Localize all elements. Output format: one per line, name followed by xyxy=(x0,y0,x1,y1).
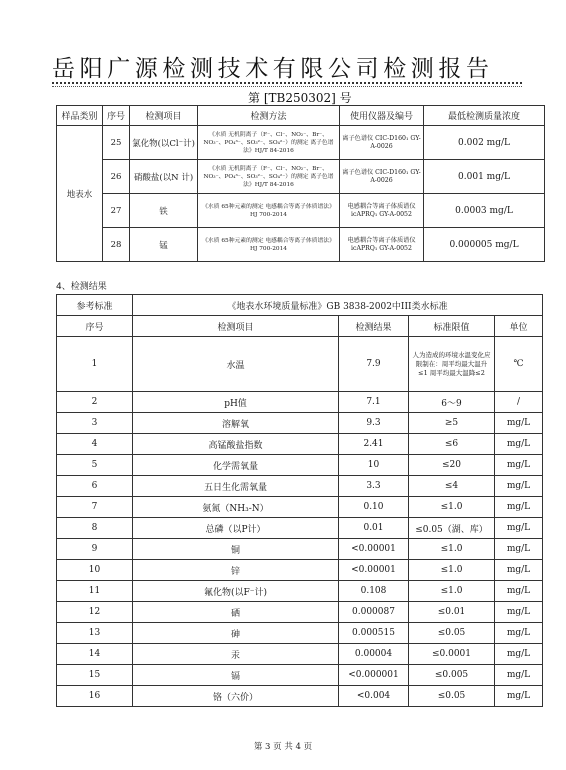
row-unit: mg/L xyxy=(495,497,543,518)
row-item: 铜 xyxy=(133,539,339,560)
row-limit: ≤6 xyxy=(409,434,495,455)
row-no: 8 xyxy=(57,518,133,539)
row-no: 25 xyxy=(103,126,130,160)
row-instrument: 离子色谱仪 CIC-D160₁ GY-A-0026 xyxy=(340,126,424,160)
row-unit: mg/L xyxy=(495,623,543,644)
table-row xyxy=(57,581,543,602)
method-table xyxy=(56,105,545,262)
header-no: 序号 xyxy=(103,106,130,126)
table-row xyxy=(57,665,543,686)
row-limit: 6～9 xyxy=(409,392,495,413)
report-number: 第 [TB250302] 号 xyxy=(248,91,352,105)
report-title: 岳阳广源检测技术有限公司检测报告 xyxy=(52,56,494,82)
table-row xyxy=(57,686,543,707)
row-result: 10 xyxy=(339,455,409,476)
row-unit: mg/L xyxy=(495,686,543,707)
row-unit: / xyxy=(495,392,543,413)
row-item: 氯化物(以Cl⁻计) xyxy=(130,126,198,160)
row-result: 0.01 xyxy=(339,518,409,539)
row-limit: ≤0.05（湖、库） xyxy=(409,518,495,539)
reference-standard-label: 参考标准 xyxy=(57,295,133,316)
row-no: 16 xyxy=(57,686,133,707)
row-result: 9.3 xyxy=(339,413,409,434)
row-limit: ≤1.0 xyxy=(409,497,495,518)
row-limit: ≤4 xyxy=(409,476,495,497)
header-no: 序号 xyxy=(57,316,133,337)
table-row xyxy=(57,337,543,392)
header-unit: 单位 xyxy=(495,316,543,337)
row-item: 硝酸盐(以N 计) xyxy=(130,160,198,194)
row-limit: 0.002 mg/L xyxy=(424,126,545,160)
row-no: 26 xyxy=(103,160,130,194)
row-item: 锌 xyxy=(133,560,339,581)
row-no: 27 xyxy=(103,194,130,228)
row-no: 28 xyxy=(103,228,130,262)
reference-standard-row xyxy=(57,295,543,316)
row-result: <0.00001 xyxy=(339,539,409,560)
row-unit: ℃ xyxy=(495,337,543,392)
row-result: <0.004 xyxy=(339,686,409,707)
row-limit: ≤20 xyxy=(409,455,495,476)
header-item: 检测项目 xyxy=(133,316,339,337)
row-no: 4 xyxy=(57,434,133,455)
row-item: 氨氮（NH₃-N） xyxy=(133,497,339,518)
header-method: 检测方法 xyxy=(198,106,340,126)
table-row xyxy=(57,497,543,518)
row-limit: ≤1.0 xyxy=(409,581,495,602)
header-limit: 标准限值 xyxy=(409,316,495,337)
row-unit: mg/L xyxy=(495,434,543,455)
table-row xyxy=(57,194,545,228)
row-method: 《水质 无机阴离子（F⁻、Cl⁻、NO₂⁻、Br⁻、NO₃⁻、PO₄³⁻、SO₃²⁻、SO₄²⁻）的测定 离子色谱法》HJ/T 84-2016 xyxy=(198,160,340,194)
row-method: 《水质 65种元素的测定 电感耦合等离子体质谱法》 HJ 700-2014 xyxy=(198,228,340,262)
sample-category: 地表水 xyxy=(57,126,103,262)
header-item: 检测项目 xyxy=(130,106,198,126)
table-row xyxy=(57,476,543,497)
row-no: 13 xyxy=(57,623,133,644)
row-result: 0.000515 xyxy=(339,623,409,644)
row-item: 化学需氧量 xyxy=(133,455,339,476)
header-sample-category: 样品类别 xyxy=(57,106,103,126)
row-no: 11 xyxy=(57,581,133,602)
row-unit: mg/L xyxy=(495,581,543,602)
table-row xyxy=(57,126,545,160)
row-item: 高锰酸盐指数 xyxy=(133,434,339,455)
row-result: 0.108 xyxy=(339,581,409,602)
row-method: 《水质 65种元素的测定 电感耦合等离子体质谱法》 HJ 700-2014 xyxy=(198,194,340,228)
row-no: 15 xyxy=(57,665,133,686)
row-item: 铬（六价） xyxy=(133,686,339,707)
table-row xyxy=(57,623,543,644)
table-row xyxy=(57,644,543,665)
table-row xyxy=(57,160,545,194)
row-item: 总磷（以P计） xyxy=(133,518,339,539)
row-item: 铁 xyxy=(130,194,198,228)
row-result: 0.10 xyxy=(339,497,409,518)
table-row xyxy=(57,228,545,262)
table-row xyxy=(57,539,543,560)
row-limit: 0.000005 mg/L xyxy=(424,228,545,262)
row-instrument: 电感耦合等离子体质谱仪icAPRQ₁ GY-A-0052 xyxy=(340,194,424,228)
row-item: 水温 xyxy=(133,337,339,392)
row-method: 《水质 无机阴离子（F⁻、Cl⁻、NO₂⁻、Br⁻、NO₃⁻、PO₄³⁻、SO₃²⁻、SO₄²⁻）的测定 离子色谱法》HJ/T 84-2016 xyxy=(198,126,340,160)
row-unit: mg/L xyxy=(495,665,543,686)
row-limit: 0.0003 mg/L xyxy=(424,194,545,228)
results-table-header xyxy=(57,316,543,337)
row-no: 2 xyxy=(57,392,133,413)
table-row xyxy=(57,518,543,539)
row-item: 硒 xyxy=(133,602,339,623)
row-no: 3 xyxy=(57,413,133,434)
row-no: 12 xyxy=(57,602,133,623)
row-limit: 人为造成的环境水温变化应限制在：周平均最大温升≤1 周平均最大温降≤2 xyxy=(409,337,495,392)
table-row xyxy=(57,602,543,623)
row-item: 五日生化需氧量 xyxy=(133,476,339,497)
row-result: 3.3 xyxy=(339,476,409,497)
row-limit: ≤0.01 xyxy=(409,602,495,623)
row-unit: mg/L xyxy=(495,413,543,434)
row-unit: mg/L xyxy=(495,518,543,539)
row-limit: ≤1.0 xyxy=(409,539,495,560)
header-detection-limit: 最低检测质量浓度 xyxy=(424,106,545,126)
row-unit: mg/L xyxy=(495,560,543,581)
row-instrument: 离子色谱仪 CIC-D160₁ GY-A-0026 xyxy=(340,160,424,194)
row-item: 镉 xyxy=(133,665,339,686)
row-unit: mg/L xyxy=(495,455,543,476)
row-limit: ≤0.05 xyxy=(409,686,495,707)
method-table-header xyxy=(57,106,545,126)
title-divider xyxy=(52,82,522,84)
row-item: 锰 xyxy=(130,228,198,262)
table-row xyxy=(57,455,543,476)
row-result: 0.000087 xyxy=(339,602,409,623)
row-limit: ≤0.0001 xyxy=(409,644,495,665)
row-result: 7.9 xyxy=(339,337,409,392)
section-title: 4、检测结果 xyxy=(56,282,107,292)
row-limit: ≤0.05 xyxy=(409,623,495,644)
page-footer: 第 3 页 共 4 页 xyxy=(253,742,313,752)
row-result: 7.1 xyxy=(339,392,409,413)
row-instrument: 电感耦合等离子体质谱仪icAPRQ₁ GY-A-0052 xyxy=(340,228,424,262)
row-unit: mg/L xyxy=(495,602,543,623)
reference-standard-value: 《地表水环境质量标准》GB 3838-2002中III类水标准 xyxy=(133,295,543,316)
row-no: 5 xyxy=(57,455,133,476)
row-unit: mg/L xyxy=(495,539,543,560)
row-no: 1 xyxy=(57,337,133,392)
row-no: 10 xyxy=(57,560,133,581)
row-item: 砷 xyxy=(133,623,339,644)
table-row xyxy=(57,560,543,581)
table-row xyxy=(57,392,543,413)
row-no: 6 xyxy=(57,476,133,497)
title-divider-secondary xyxy=(52,86,522,87)
row-item: pH值 xyxy=(133,392,339,413)
row-item: 汞 xyxy=(133,644,339,665)
table-row xyxy=(57,413,543,434)
row-limit: 0.001 mg/L xyxy=(424,160,545,194)
row-result: 0.00004 xyxy=(339,644,409,665)
row-result: <0.000001 xyxy=(339,665,409,686)
row-unit: mg/L xyxy=(495,476,543,497)
row-no: 9 xyxy=(57,539,133,560)
row-item: 氟化物(以F⁻计) xyxy=(133,581,339,602)
row-limit: ≤0.005 xyxy=(409,665,495,686)
row-result: 2.41 xyxy=(339,434,409,455)
row-limit: ≥5 xyxy=(409,413,495,434)
row-item: 溶解氧 xyxy=(133,413,339,434)
header-result: 检测结果 xyxy=(339,316,409,337)
row-unit: mg/L xyxy=(495,644,543,665)
table-row xyxy=(57,434,543,455)
results-table xyxy=(56,294,543,707)
row-result: <0.00001 xyxy=(339,560,409,581)
header-instrument: 使用仪器及编号 xyxy=(340,106,424,126)
row-no: 14 xyxy=(57,644,133,665)
row-no: 7 xyxy=(57,497,133,518)
row-limit: ≤1.0 xyxy=(409,560,495,581)
